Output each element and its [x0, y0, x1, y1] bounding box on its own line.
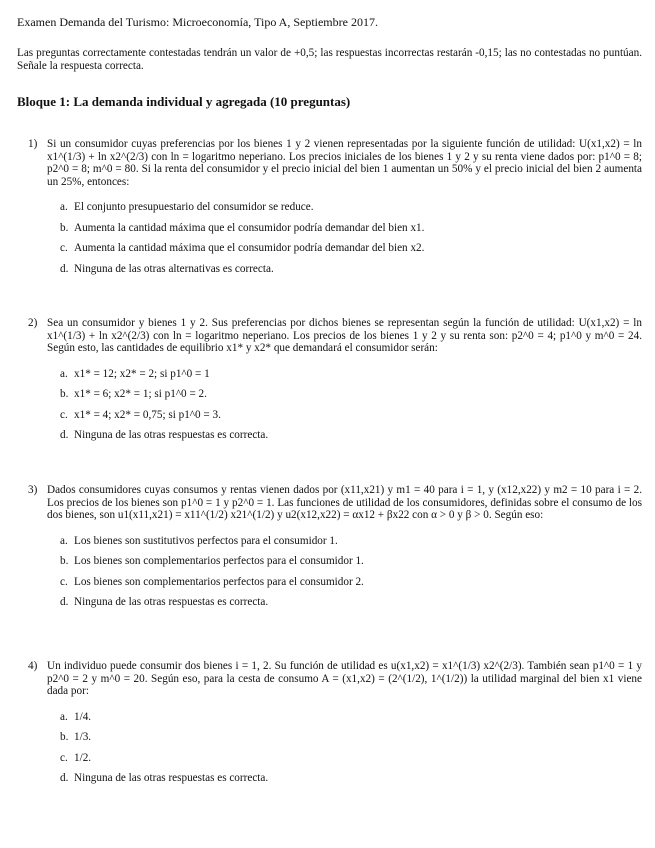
option-c[interactable]: [60, 241, 642, 262]
option-b[interactable]: [60, 387, 642, 408]
exam-header: Examen Demanda del Turismo: Microeconomía, Tipo A, Septiembre 2017.: [17, 15, 378, 29]
option-letter: a.: [60, 534, 68, 547]
option-text: Ninguna de las otras alternativas es correcta.: [74, 262, 274, 275]
option-letter: d.: [60, 262, 69, 275]
section-title: Bloque 1: La demanda individual y agregada (10 preguntas): [17, 94, 351, 109]
option-text: x1* = 12; x2* = 2; si p1^0 = 1: [74, 367, 210, 380]
option-letter: b.: [60, 731, 69, 744]
question-number: 1): [28, 138, 38, 150]
question-3: [28, 484, 642, 616]
option-text: 1/2.: [74, 751, 92, 764]
option-d[interactable]: [60, 771, 642, 792]
option-letter: c.: [60, 575, 68, 588]
question-number: 3): [28, 484, 38, 496]
options-list: [60, 710, 642, 792]
option-text: 1/3.: [74, 731, 92, 744]
option-letter: c.: [60, 408, 68, 421]
option-text: Aumenta la cantidad máxima que el consumidor podría demandar del bien x2.: [74, 242, 425, 255]
question-number: 4): [28, 660, 38, 672]
option-a[interactable]: [60, 710, 642, 731]
question-text: Si un consumidor cuyas preferencias por los bienes 1 y 2 vienen representadas por la siguiente función de utilidad: U(x1,x2) = ln x1^(1/3) + ln x2^(2/3) con ln = logaritmo neperiano. Los precios iniciales de los bienes 1 y 2 y su renta viene dados por: p1^0 = 8; p2^0 = 8; m^0 = 80. Si la renta del consumidor y el precio inicial del bien 1 aumentan un 50% y el precio inicial del bien 2 aumenta un 25%, entonces:: [47, 138, 642, 188]
option-letter: a.: [60, 367, 68, 380]
options-list: [60, 367, 642, 449]
question-text: Un individuo puede consumir dos bienes i = 1, 2. Su función de utilidad es u(x1,x2) = x1^(1/3) x2^(2/3). También sean p1^0 = 1 y p2^0 = 2 y m^0 = 20. Según eso, para la cesta de consumo A = (x1,x2) = (2^(1/2), 1^(1/2)) la utilidad marginal del bien x1 viene dada por:: [47, 660, 642, 698]
option-letter: a.: [60, 710, 68, 723]
option-d[interactable]: [60, 262, 642, 283]
question-4: [28, 660, 642, 792]
option-letter: a.: [60, 201, 68, 214]
options-list: [60, 200, 642, 282]
option-text: Aumenta la cantidad máxima que el consumidor podría demandar del bien x1.: [74, 221, 425, 234]
question-2: [28, 317, 642, 449]
option-a[interactable]: [60, 200, 642, 221]
option-text: El conjunto presupuestario del consumidor se reduce.: [74, 201, 314, 214]
option-text: x1* = 6; x2* = 1; si p1^0 = 2.: [74, 388, 207, 401]
option-c[interactable]: [60, 751, 642, 772]
option-letter: b.: [60, 388, 69, 401]
question-number: 2): [28, 317, 38, 329]
option-text: Ninguna de las otras respuestas es correcta.: [74, 429, 269, 442]
option-letter: c.: [60, 242, 68, 255]
question-text: Sea un consumidor y bienes 1 y 2. Sus preferencias por dichos bienes se representan según la función de utilidad: U(x1,x2) = ln x1^(1/3) + ln x2^(2/3) con ln = logaritmo neperiano. Los precios de los bienes 1 y 2 y su renta son: p2^0 = 4; p1^0 y m^0 = 24. Según esto, las cantidades de equilibrio x1* y x2* que demandará el consumidor serán:: [47, 317, 642, 355]
option-a[interactable]: [60, 534, 642, 555]
option-d[interactable]: [60, 595, 642, 616]
option-c[interactable]: [60, 408, 642, 429]
option-text: x1* = 4; x2* = 0,75; si p1^0 = 3.: [74, 408, 221, 421]
option-letter: b.: [60, 221, 69, 234]
question-text: Dados consumidores cuyas consumos y rentas vienen dados por (x11,x21) y m1 = 40 para i = 1, y (x12,x22) y m2 = 10 para i = 2. Los precios de los bienes son p1^0 = 1 y p2^0 = 1. Las funciones de utilidad de los consumidores, definidas sobre el consumo de los dos bienes, son u1(x11,x21) = x11^(1/2) x21^(1/2) y u2(x12,x22) = αx12 + βx22 con α > 0 y β > 0. Según eso:: [47, 484, 642, 522]
option-text: Ninguna de las otras respuestas es correcta.: [74, 772, 269, 785]
options-list: [60, 534, 642, 616]
option-text: Los bienes son sustitutivos perfectos para el consumidor 1.: [74, 534, 338, 547]
option-text: Los bienes son complementarios perfectos para el consumidor 1.: [74, 555, 364, 568]
option-text: Los bienes son complementarios perfectos para el consumidor 2.: [74, 575, 364, 588]
option-c[interactable]: [60, 575, 642, 596]
option-b[interactable]: [60, 554, 642, 575]
option-letter: b.: [60, 555, 69, 568]
question-1: [28, 138, 642, 282]
option-d[interactable]: [60, 428, 642, 449]
option-text: Ninguna de las otras respuestas es correcta.: [74, 596, 269, 609]
option-letter: c.: [60, 751, 68, 764]
option-letter: d.: [60, 772, 69, 785]
option-letter: d.: [60, 596, 69, 609]
instructions: Las preguntas correctamente contestadas tendrán un valor de +0,5; las respuestas incorrectas restarán -0,15; las no contestadas no puntúan. Señale la respuesta correcta.: [17, 47, 642, 72]
option-a[interactable]: [60, 367, 642, 388]
option-letter: d.: [60, 429, 69, 442]
option-b[interactable]: [60, 730, 642, 751]
option-text: 1/4.: [74, 710, 92, 723]
option-b[interactable]: [60, 221, 642, 242]
